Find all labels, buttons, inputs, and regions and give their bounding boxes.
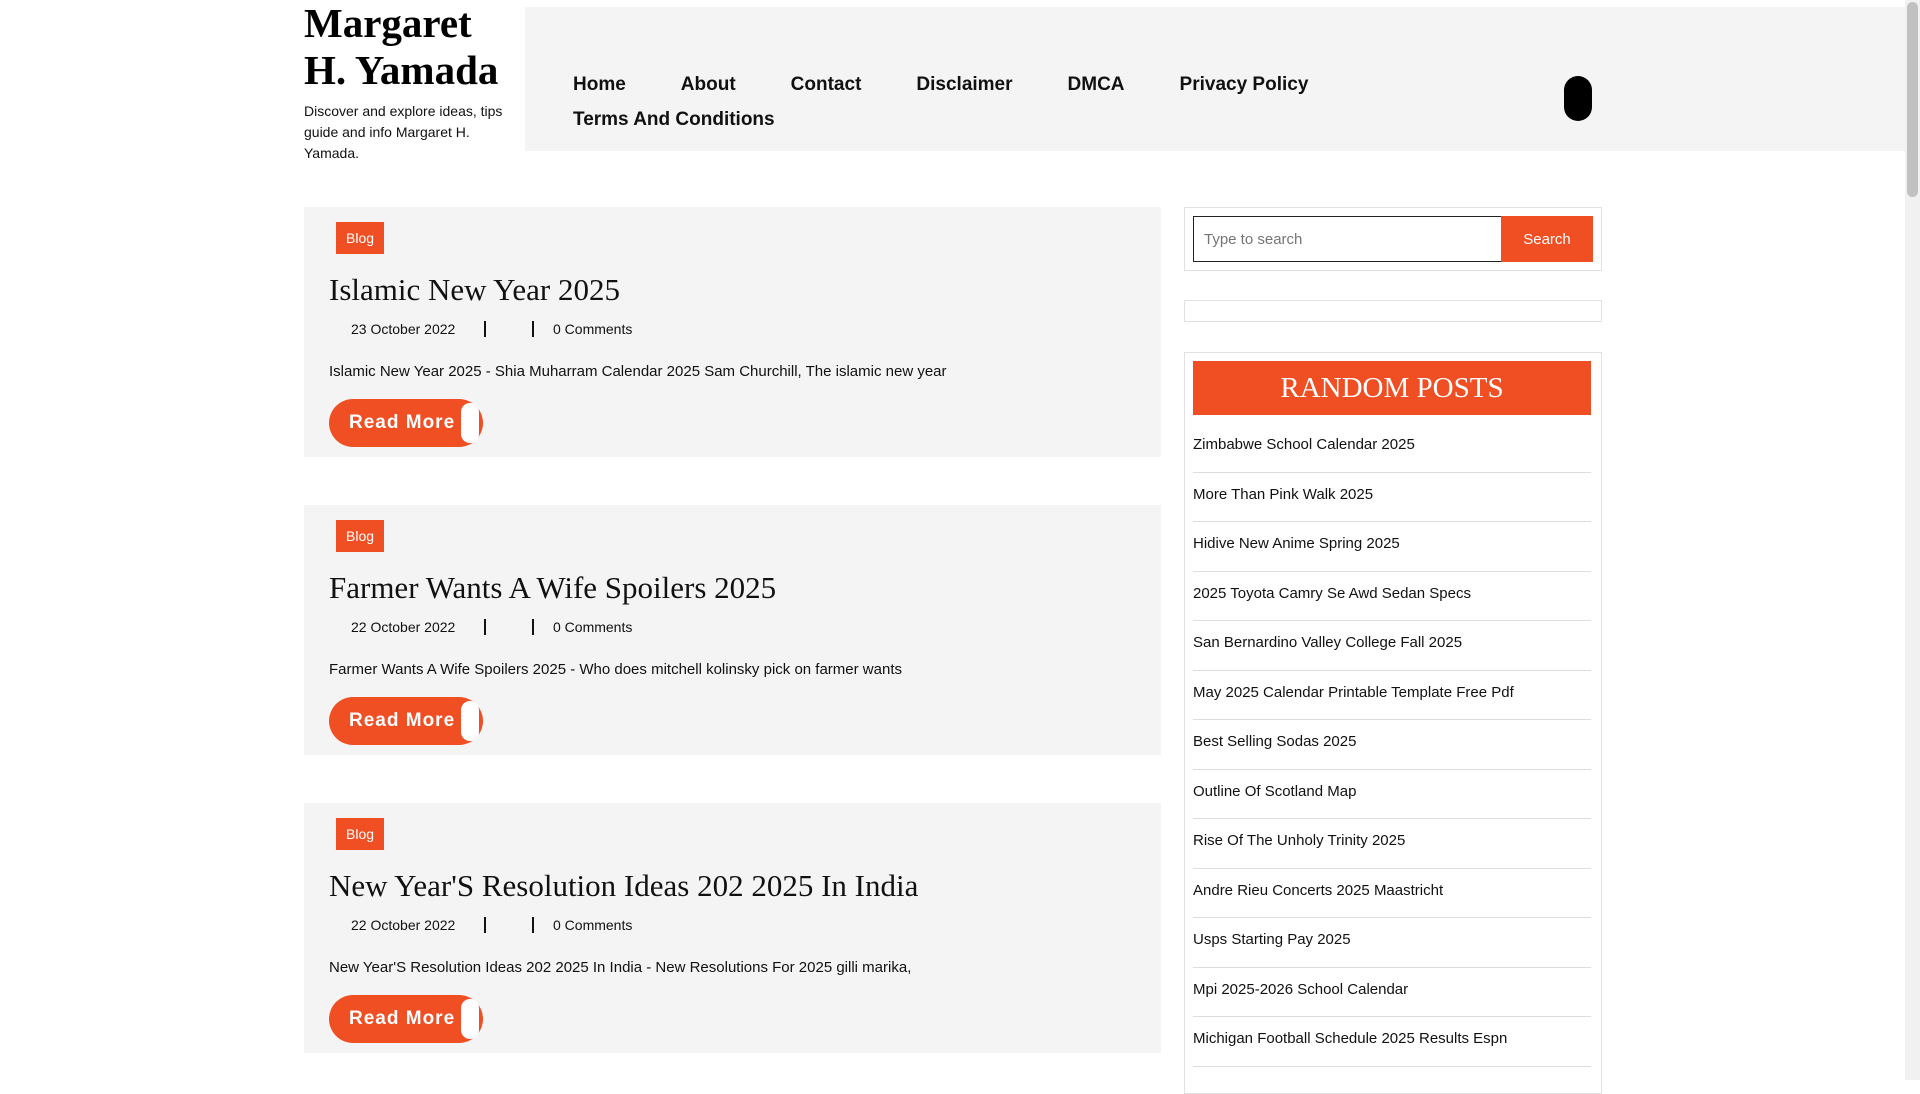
sidebar-empty-widget [1184, 300, 1602, 322]
random-post-link[interactable]: Best Selling Sodas 2025 [1193, 720, 1591, 770]
meta-divider [484, 619, 486, 635]
nav-item-disclaimer[interactable]: Disclaimer [916, 74, 1013, 95]
read-more-label: Read More [349, 1008, 456, 1029]
random-post-link[interactable]: Hidive New Anime Spring 2025 [1193, 522, 1591, 572]
post-card [304, 505, 1161, 755]
nav-item-about[interactable]: About [680, 74, 736, 95]
nav-item-home[interactable]: Home [573, 74, 626, 95]
random-post-link[interactable]: Michigan Football Schedule 2025 Results Espn [1193, 1017, 1591, 1067]
random-post-link[interactable]: Rise Of The Unholy Trinity 2025 [1193, 819, 1591, 869]
post-date: 23 October 2022 [351, 321, 456, 337]
post-category-tag[interactable]: Blog [336, 520, 384, 552]
post-title[interactable]: Farmer Wants A Wife Spoilers 2025 [329, 570, 777, 605]
read-more-label: Read More [349, 412, 456, 433]
search-widget [1184, 207, 1602, 271]
nav-item-terms[interactable]: Terms And Conditions [573, 109, 775, 130]
menu-toggle-button[interactable] [1564, 76, 1592, 121]
meta-divider [532, 619, 534, 635]
random-posts-list [1193, 423, 1591, 1067]
read-more-decoration [461, 701, 479, 741]
post-title[interactable]: Islamic New Year 2025 [329, 272, 621, 307]
random-posts-heading: RANDOM POSTS [1193, 361, 1591, 415]
post-title[interactable]: New Year'S Resolution Ideas 202 2025 In India [329, 868, 919, 903]
meta-divider [484, 321, 486, 337]
post-excerpt: Islamic New Year 2025 - Shia Muharram Calendar 2025 Sam Churchill, The islamic new year [329, 363, 947, 380]
post-meta [351, 917, 751, 937]
scrollbar-thumb[interactable] [1907, 2, 1918, 197]
post-comments-link[interactable]: 0 Comments [553, 321, 633, 337]
random-post-link[interactable]: San Bernardino Valley College Fall 2025 [1193, 621, 1591, 671]
random-post-link[interactable]: 2025 Toyota Camry Se Awd Sedan Specs [1193, 572, 1591, 622]
read-more-label: Read More [349, 710, 456, 731]
meta-divider [484, 917, 486, 933]
read-more-button[interactable] [329, 697, 483, 745]
site-branding [304, 0, 504, 164]
page-scrollbar[interactable] [1905, 0, 1920, 1080]
post-date: 22 October 2022 [351, 917, 456, 933]
nav-item-privacy-policy[interactable]: Privacy Policy [1179, 74, 1309, 95]
post-card [304, 207, 1161, 457]
post-excerpt: New Year'S Resolution Ideas 202 2025 In India - New Resolutions For 2025 gilli marika, [329, 959, 912, 976]
random-post-link[interactable]: May 2025 Calendar Printable Template Free Pdf [1193, 671, 1591, 721]
random-post-link[interactable]: Andre Rieu Concerts 2025 Maastricht [1193, 869, 1591, 919]
random-post-link[interactable]: Zimbabwe School Calendar 2025 [1193, 423, 1591, 473]
post-comments-link[interactable]: 0 Comments [553, 917, 633, 933]
read-more-button[interactable] [329, 995, 483, 1043]
random-post-link[interactable]: Mpi 2025-2026 School Calendar [1193, 968, 1591, 1018]
post-date: 22 October 2022 [351, 619, 456, 635]
random-post-link[interactable]: More Than Pink Walk 2025 [1193, 473, 1591, 523]
search-button[interactable]: Search [1501, 216, 1593, 262]
header-bar [525, 7, 1905, 151]
read-more-button[interactable] [329, 399, 483, 447]
post-meta [351, 619, 751, 639]
meta-divider [532, 321, 534, 337]
nav-item-dmca[interactable]: DMCA [1067, 74, 1125, 95]
site-description: Discover and explore ideas, tips guide and info Margaret H. Yamada. [304, 103, 503, 161]
post-excerpt: Farmer Wants A Wife Spoilers 2025 - Who does mitchell kolinsky pick on farmer wants [329, 661, 902, 678]
main-nav [573, 67, 1373, 137]
post-category-tag[interactable]: Blog [336, 222, 384, 254]
post-card [304, 803, 1161, 1053]
site-title[interactable]: Margaret H. Yamada [304, 0, 499, 93]
post-category-tag[interactable]: Blog [336, 818, 384, 850]
post-comments-link[interactable]: 0 Comments [553, 619, 633, 635]
random-posts-widget [1184, 352, 1602, 1094]
random-post-link[interactable]: Usps Starting Pay 2025 [1193, 918, 1591, 968]
read-more-decoration [461, 999, 479, 1039]
post-meta [351, 321, 751, 341]
random-post-link[interactable]: Outline Of Scotland Map [1193, 770, 1591, 820]
meta-divider [532, 917, 534, 933]
nav-item-contact[interactable]: Contact [790, 74, 862, 95]
read-more-decoration [461, 403, 479, 443]
search-input[interactable] [1193, 216, 1519, 262]
